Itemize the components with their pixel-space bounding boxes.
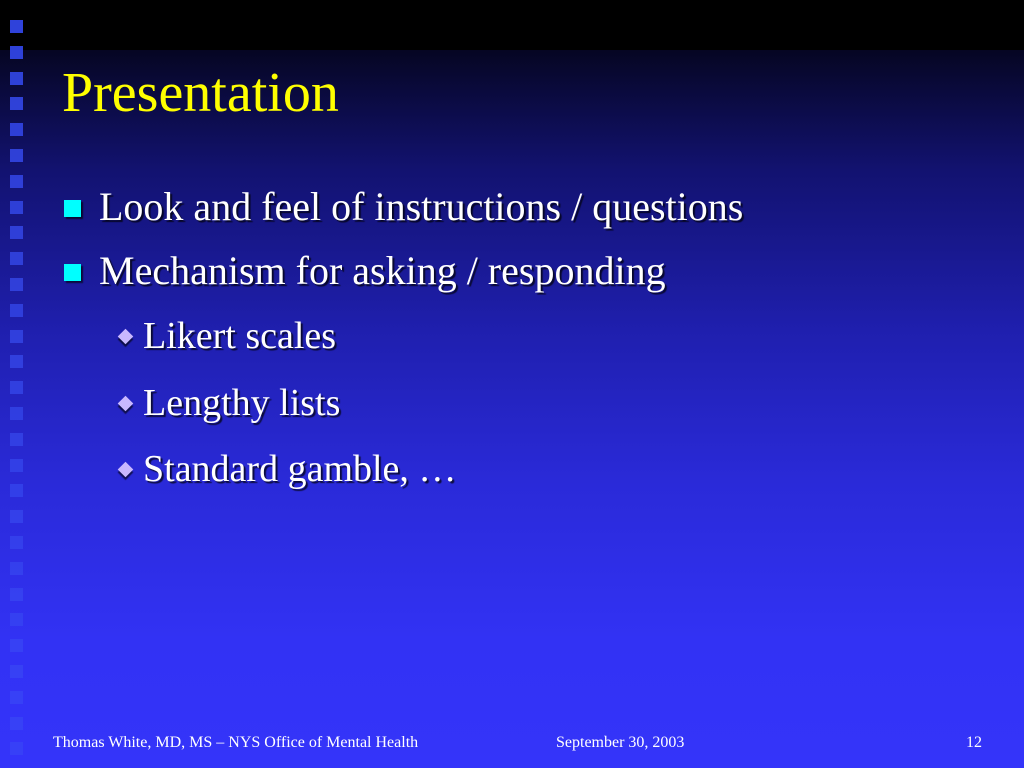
footer-author: Thomas White, MD, MS – NYS Office of Mental Health — [53, 734, 419, 751]
decorative-square — [10, 278, 23, 291]
decorative-square — [10, 588, 23, 601]
bullet-item — [64, 246, 666, 296]
diamond-bullet-icon — [118, 396, 134, 412]
decorative-square — [10, 536, 23, 549]
decorative-square — [10, 330, 23, 343]
decorative-square — [10, 381, 23, 394]
decorative-square — [10, 562, 23, 575]
decorative-square — [10, 639, 23, 652]
decorative-square — [10, 433, 23, 446]
sub-bullet-text: Standard gamble, … — [143, 448, 457, 490]
decorative-square — [10, 46, 23, 59]
decorative-square — [10, 72, 23, 85]
diamond-bullet-icon — [118, 329, 134, 345]
decorative-square — [10, 201, 23, 214]
sub-bullet-item — [116, 378, 340, 428]
decorative-square — [10, 691, 23, 704]
decorative-square — [10, 459, 23, 472]
slide-number: 12 — [966, 734, 982, 751]
top-band — [0, 0, 1024, 50]
sub-bullet-item — [116, 444, 456, 494]
decorative-square — [10, 484, 23, 497]
diamond-bullet-icon — [118, 462, 134, 478]
bullet-text: Mechanism for asking / responding — [99, 248, 666, 293]
sub-bullet-text: Lengthy lists — [143, 382, 341, 424]
decorative-square — [10, 665, 23, 678]
decorative-square — [10, 97, 23, 110]
sub-bullet-item — [116, 311, 336, 361]
sub-bullet-text: Likert scales — [143, 315, 337, 357]
bullet-text: Look and feel of instructions / questions — [99, 184, 744, 229]
side-square-decoration — [10, 20, 24, 768]
decorative-square — [10, 123, 23, 136]
decorative-square — [10, 20, 23, 33]
decorative-square — [10, 742, 23, 755]
decorative-square — [10, 510, 23, 523]
decorative-square — [10, 226, 23, 239]
square-bullet-icon — [64, 264, 81, 281]
decorative-square — [10, 355, 23, 368]
slide-title: Presentation — [62, 62, 339, 124]
decorative-square — [10, 149, 23, 162]
square-bullet-icon — [64, 200, 81, 217]
decorative-square — [10, 717, 23, 730]
decorative-square — [10, 252, 23, 265]
decorative-square — [10, 613, 23, 626]
decorative-square — [10, 304, 23, 317]
bullet-item — [64, 182, 743, 232]
footer-date: September 30, 2003 — [556, 734, 685, 751]
decorative-square — [10, 407, 23, 420]
decorative-square — [10, 175, 23, 188]
